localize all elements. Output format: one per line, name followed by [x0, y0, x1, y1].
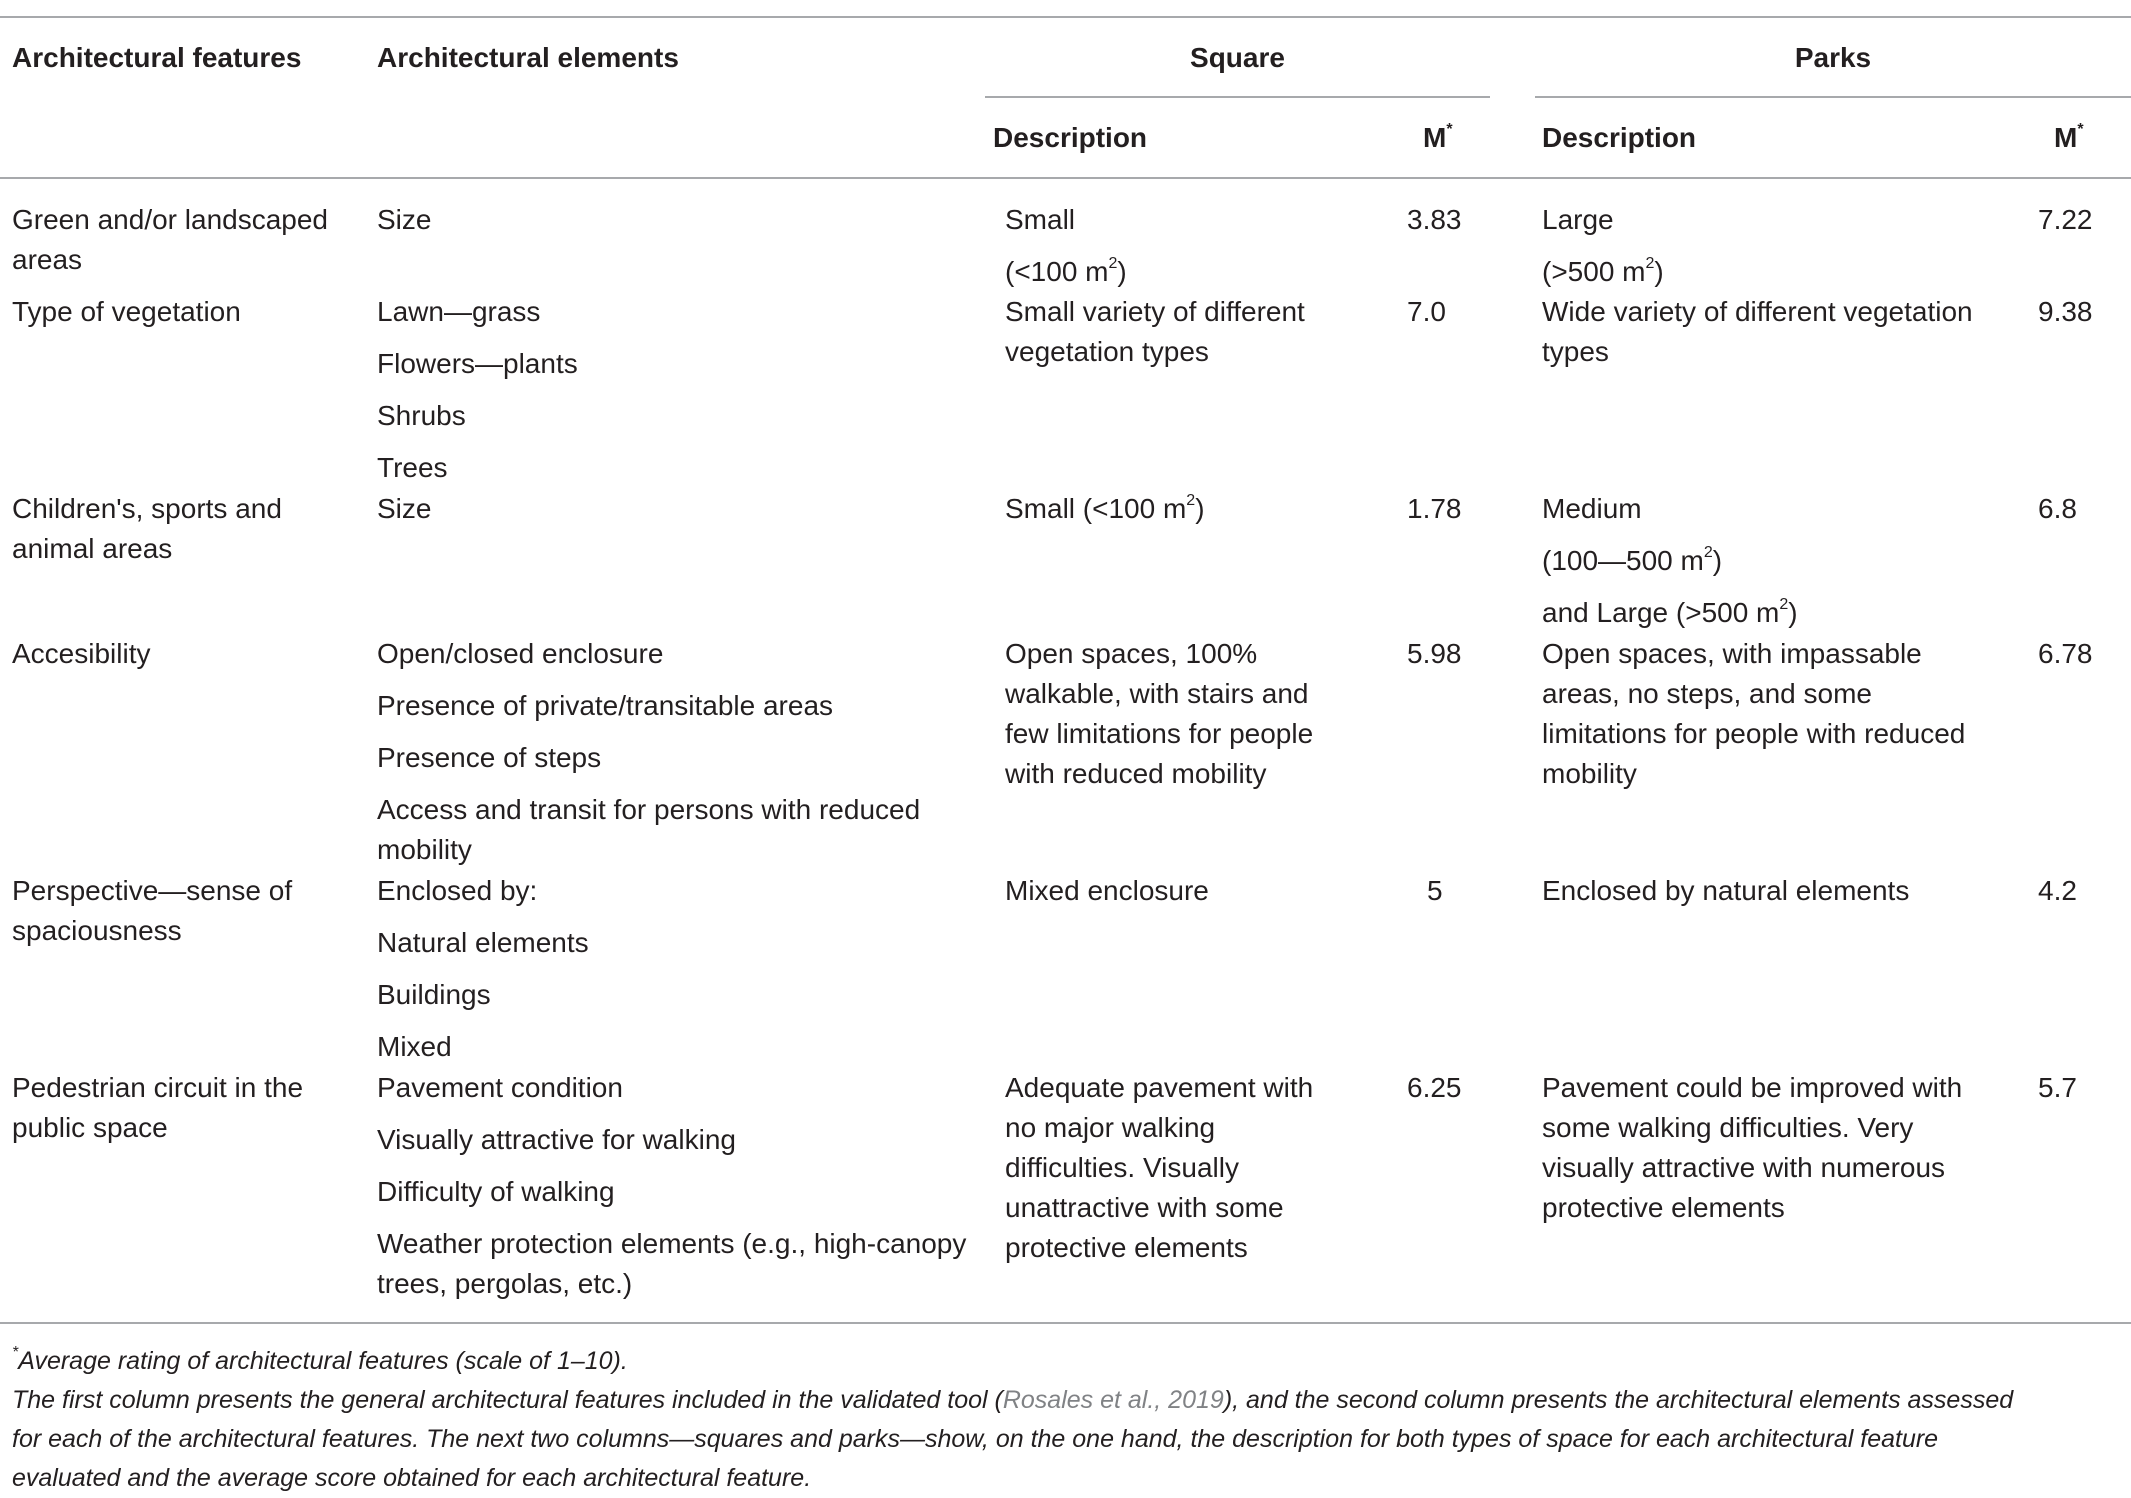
footnote-description	[12, 1380, 2013, 1420]
text-fragment: (>500 m	[1542, 256, 1646, 287]
table-cell: few limitations for people	[1005, 718, 1314, 749]
parks-group-rule	[1535, 96, 2131, 98]
table-cell: areas	[12, 244, 83, 275]
table-cell: Green and/or landscaped	[12, 204, 328, 235]
table-cell: Presence of steps	[377, 742, 602, 773]
table-cell: protective elements	[1005, 1232, 1248, 1263]
table-cell: mobility	[377, 834, 472, 865]
table-cell	[1005, 252, 1127, 292]
citation-link[interactable]: Rosales et al., 2019	[1002, 1386, 1224, 1414]
table-cell: some walking difficulties. Very	[1542, 1112, 1914, 1143]
table-cell: difficulties. Visually	[1005, 1152, 1239, 1183]
table-cell	[1005, 489, 1205, 529]
table-cell: Perspective—sense of	[12, 875, 293, 906]
header-square: Square	[1190, 42, 1285, 73]
table-cell: Pavement condition	[377, 1072, 623, 1103]
superscript: 2	[1779, 595, 1789, 613]
text-fragment: (<100 m	[1005, 256, 1109, 287]
table-cell: Small	[1005, 204, 1076, 235]
table-cell: Pavement could be improved with	[1542, 1072, 1963, 1103]
table-cell: Natural elements	[377, 927, 589, 958]
text-fragment: )	[1788, 597, 1798, 628]
header-parks-description: Description	[1542, 122, 1697, 153]
table-bottom-rule	[0, 1322, 2131, 1324]
table-cell: limitations for people with reduced	[1542, 718, 1966, 749]
asterisk-marker: *	[2077, 120, 2084, 138]
table-cell: Large	[1542, 204, 1614, 235]
superscript: 2	[1645, 254, 1655, 272]
header-parks-mean	[2054, 118, 2084, 158]
table-cell: Open spaces, with impassable	[1542, 638, 1922, 669]
table-cell: Enclosed by natural elements	[1542, 875, 1910, 906]
text-fragment: )	[1195, 493, 1205, 524]
text-fragment: )	[1117, 256, 1127, 287]
table-cell: no major walking	[1005, 1112, 1216, 1143]
table-cell: Type of vegetation	[12, 296, 241, 327]
table-cell: 6.8	[2038, 493, 2077, 524]
square-group-rule	[985, 96, 1490, 98]
table-cell: spaciousness	[12, 915, 182, 946]
table-cell: 1.78	[1407, 493, 1462, 524]
table-cell: protective elements	[1542, 1192, 1785, 1223]
table-cell: Flowers—plants	[377, 348, 578, 379]
table-cell: with reduced mobility	[1005, 758, 1267, 789]
table-cell: walkable, with stairs and	[1005, 678, 1309, 709]
header-parks: Parks	[1794, 42, 1872, 73]
table-cell: Visually attractive for walking	[377, 1124, 736, 1155]
footnote-text: The first column presents the general architectural features included in the validated tool (	[12, 1386, 1003, 1414]
table-cell: 6.25	[1407, 1072, 1462, 1103]
header-bottom-rule	[0, 177, 2131, 179]
table-cell: 4.2	[2038, 875, 2077, 906]
header-square-mean	[1423, 118, 1453, 158]
table-cell: Access and transit for persons with reduced	[377, 794, 921, 825]
header-architectural-elements: Architectural elements	[377, 42, 679, 73]
superscript: 2	[1108, 254, 1118, 272]
table-cell: trees, pergolas, etc.)	[377, 1268, 633, 1299]
table-cell: Adequate pavement with	[1005, 1072, 1314, 1103]
table-cell: areas, no steps, and some	[1542, 678, 1872, 709]
footnote-average-rating	[12, 1341, 628, 1381]
table-cell: Children's, sports and	[12, 493, 282, 524]
table-cell: Trees	[377, 452, 448, 483]
table-cell: 7.22	[2038, 204, 2093, 235]
table-cell: Open spaces, 100%	[1005, 638, 1258, 669]
table-cell: 5	[1427, 875, 1443, 906]
table-cell: Difficulty of walking	[377, 1176, 615, 1207]
table-cell: Mixed enclosure	[1005, 875, 1209, 906]
table-cell: Small variety of different	[1005, 296, 1305, 327]
table-cell	[1542, 252, 1664, 292]
asterisk-marker: *	[12, 1343, 19, 1361]
text-fragment: )	[1654, 256, 1664, 287]
table-cell: Enclosed by:	[377, 875, 538, 906]
text-fragment: and Large (>500 m	[1542, 597, 1780, 628]
asterisk-marker: *	[1446, 120, 1453, 138]
table-cell: Lawn—grass	[377, 296, 541, 327]
table-cell: visually attractive with numerous	[1542, 1152, 1946, 1183]
table-cell: Buildings	[377, 979, 491, 1010]
table-cell: public space	[12, 1112, 168, 1143]
table-cell: Size	[377, 493, 432, 524]
table-cell: types	[1542, 336, 1609, 367]
table-cell	[1542, 541, 1722, 581]
table-cell: 5.98	[1407, 638, 1462, 669]
table-cell: Accesibility	[12, 638, 151, 669]
table-cell: 3.83	[1407, 204, 1462, 235]
table-cell: vegetation types	[1005, 336, 1209, 367]
footnote-text: ), and the second column presents the architectural elements assessed	[1223, 1386, 2014, 1414]
footnote-description: for each of the architectural features. The next two columns—squares and parks—show, on the one hand, the description for both types of space for each architectural feature	[12, 1425, 1939, 1453]
footnote-text: Average rating of architectural features (scale of 1–10).	[18, 1347, 628, 1375]
text-fragment: )	[1712, 545, 1723, 576]
top-rule	[0, 16, 2131, 18]
table-cell: unattractive with some	[1005, 1192, 1284, 1223]
table-cell: Wide variety of different vegetation	[1542, 296, 1973, 327]
text-fragment: Small (<100 m	[1005, 493, 1187, 524]
superscript: 2	[1703, 543, 1713, 561]
table-cell: 9.38	[2038, 296, 2093, 327]
table-cell: Pedestrian circuit in the	[12, 1072, 304, 1103]
table-cell: Size	[377, 204, 432, 235]
table-cell: Medium	[1542, 493, 1642, 524]
table-cell: Shrubs	[377, 400, 466, 431]
superscript: 2	[1186, 491, 1196, 509]
mean-label: M	[1423, 122, 1447, 153]
table-cell: 5.7	[2038, 1072, 2077, 1103]
table-cell: animal areas	[12, 533, 173, 564]
table-cell: Open/closed enclosure	[377, 638, 664, 669]
table-cell: Mixed	[377, 1031, 452, 1062]
mean-label: M	[2054, 122, 2078, 153]
table-cell: 7.0	[1407, 296, 1446, 327]
text-fragment: (100—500 m	[1542, 545, 1704, 576]
header-architectural-features: Architectural features	[12, 42, 302, 73]
table-cell: Weather protection elements (e.g., high-canopy	[377, 1228, 967, 1259]
footnote-description: evaluated and the average score obtained for each architectural feature.	[12, 1464, 812, 1492]
table-cell: Presence of private/transitable areas	[377, 690, 834, 721]
table-cell	[1542, 593, 1798, 633]
table-cell: 6.78	[2038, 638, 2093, 669]
table-cell: mobility	[1542, 758, 1637, 789]
header-square-description: Description	[993, 122, 1148, 153]
